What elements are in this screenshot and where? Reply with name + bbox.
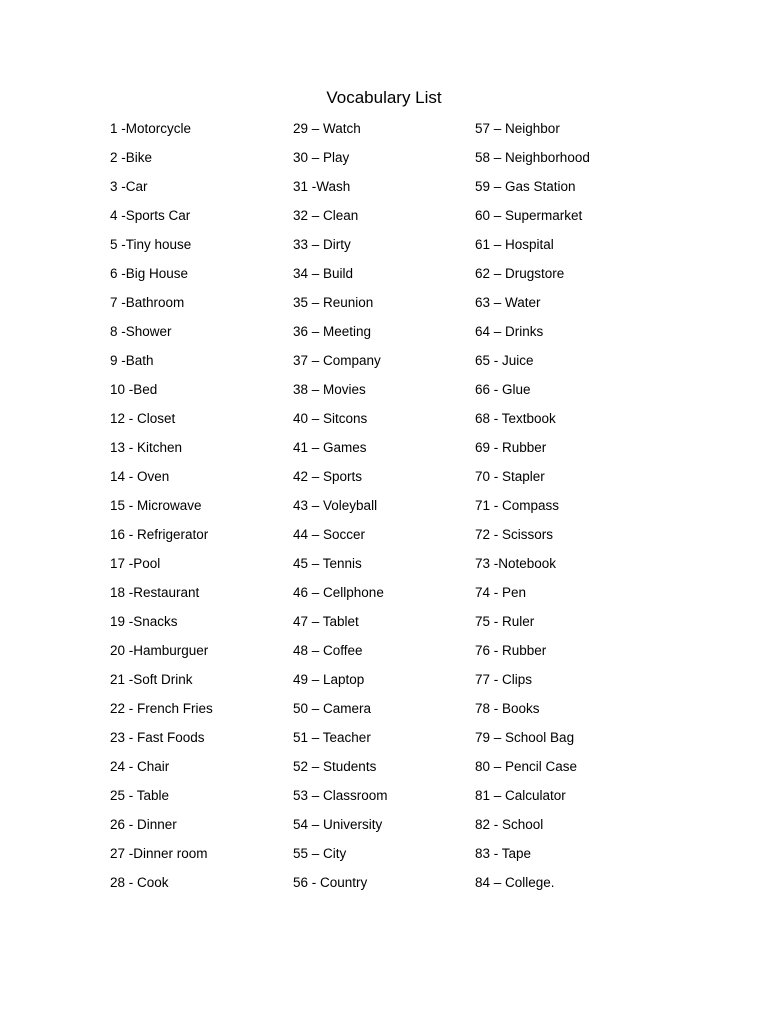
vocabulary-item: 45 – Tennis <box>293 556 362 571</box>
vocabulary-item: 57 – Neighbor <box>475 121 560 136</box>
vocabulary-item: 17 -Pool <box>110 556 161 571</box>
vocabulary-item: 20 -Hamburguer <box>110 643 209 658</box>
vocabulary-item: 44 – Soccer <box>293 527 366 542</box>
vocabulary-column-2 <box>293 118 388 901</box>
vocabulary-item: 74 - Pen <box>475 585 527 600</box>
vocabulary-item: 33 – Dirty <box>293 237 351 252</box>
page-title: Vocabulary List <box>326 88 442 107</box>
vocabulary-item: 83 - Tape <box>475 846 532 861</box>
vocabulary-item: 58 – Neighborhood <box>475 150 590 165</box>
vocabulary-item: 22 - French Fries <box>110 701 213 716</box>
vocabulary-item: 14 - Oven <box>110 469 170 484</box>
vocabulary-item: 35 – Reunion <box>293 295 374 310</box>
vocabulary-item: 61 – Hospital <box>475 237 554 252</box>
vocabulary-item: 78 - Books <box>475 701 540 716</box>
vocabulary-item: 70 - Stapler <box>475 469 545 484</box>
vocabulary-item: 51 – Teacher <box>293 730 371 745</box>
vocabulary-item: 54 – University <box>293 817 383 832</box>
vocabulary-item: 1 -Motorcycle <box>110 121 192 136</box>
vocabulary-item: 73 -Notebook <box>475 556 557 571</box>
vocabulary-item: 26 - Dinner <box>110 817 177 832</box>
vocabulary-item: 80 – Pencil Case <box>475 759 578 774</box>
vocabulary-item: 15 - Microwave <box>110 498 202 513</box>
vocabulary-column-3 <box>475 118 590 901</box>
vocabulary-item: 37 – Company <box>293 353 381 368</box>
vocabulary-item: 69 - Rubber <box>475 440 547 455</box>
vocabulary-item: 81 – Calculator <box>475 788 566 803</box>
vocabulary-item: 65 - Juice <box>475 353 534 368</box>
vocabulary-item: 30 – Play <box>293 150 350 165</box>
vocabulary-item: 34 – Build <box>293 266 354 281</box>
vocabulary-item: 79 – School Bag <box>475 730 575 745</box>
vocabulary-item: 53 – Classroom <box>293 788 388 803</box>
vocabulary-item: 6 -Big House <box>110 266 189 281</box>
vocabulary-item: 5 -Tiny house <box>110 237 192 252</box>
vocabulary-item: 49 – Laptop <box>293 672 365 687</box>
vocabulary-item: 77 - Clips <box>475 672 533 687</box>
vocabulary-item: 3 -Car <box>110 179 148 194</box>
vocabulary-item: 36 – Meeting <box>293 324 372 339</box>
vocabulary-item: 40 – Sitcons <box>293 411 368 426</box>
vocabulary-item: 82 - School <box>475 817 544 832</box>
vocabulary-item: 10 -Bed <box>110 382 158 397</box>
vocabulary-item: 21 -Soft Drink <box>110 672 193 687</box>
vocabulary-item: 38 – Movies <box>293 382 366 397</box>
vocabulary-item: 50 – Camera <box>293 701 372 716</box>
vocabulary-item: 62 – Drugstore <box>475 266 565 281</box>
vocabulary-item: 68 - Textbook <box>475 411 556 426</box>
vocabulary-item: 43 – Voleyball <box>293 498 378 513</box>
vocabulary-item: 84 – College. <box>475 875 555 890</box>
vocabulary-item: 31 -Wash <box>293 179 351 194</box>
vocabulary-item: 47 – Tablet <box>293 614 359 629</box>
vocabulary-item: 55 – City <box>293 846 347 861</box>
vocabulary-item: 48 – Coffee <box>293 643 363 658</box>
vocabulary-column-1 <box>110 118 213 901</box>
vocabulary-item: 56 - Country <box>293 875 368 890</box>
vocabulary-item: 9 -Bath <box>110 353 154 368</box>
vocabulary-item: 76 - Rubber <box>475 643 547 658</box>
vocabulary-item: 7 -Bathroom <box>110 295 185 310</box>
vocabulary-item: 8 -Shower <box>110 324 172 339</box>
vocabulary-item: 72 - Scissors <box>475 527 554 542</box>
vocabulary-item: 52 – Students <box>293 759 377 774</box>
vocabulary-item: 19 -Snacks <box>110 614 178 629</box>
vocabulary-item: 29 – Watch <box>293 121 361 136</box>
vocabulary-item: 42 – Sports <box>293 469 363 484</box>
vocabulary-item: 12 - Closet <box>110 411 176 426</box>
vocabulary-item: 2 -Bike <box>110 150 153 165</box>
vocabulary-item: 24 - Chair <box>110 759 170 774</box>
vocabulary-item: 16 - Refrigerator <box>110 527 209 542</box>
vocabulary-item: 13 - Kitchen <box>110 440 183 455</box>
vocabulary-item: 63 – Water <box>475 295 541 310</box>
vocabulary-item: 18 -Restaurant <box>110 585 200 600</box>
vocabulary-item: 59 – Gas Station <box>475 179 576 194</box>
vocabulary-item: 41 – Games <box>293 440 367 455</box>
vocabulary-item: 27 -Dinner room <box>110 846 208 861</box>
vocabulary-item: 25 - Table <box>110 788 170 803</box>
vocabulary-item: 66 - Glue <box>475 382 531 397</box>
vocabulary-item: 4 -Sports Car <box>110 208 191 223</box>
vocabulary-item: 64 – Drinks <box>475 324 544 339</box>
vocabulary-item: 60 – Supermarket <box>475 208 583 223</box>
vocabulary-item: 46 – Cellphone <box>293 585 384 600</box>
vocabulary-item: 28 - Cook <box>110 875 169 890</box>
vocabulary-item: 71 - Compass <box>475 498 560 513</box>
vocabulary-item: 32 – Clean <box>293 208 359 223</box>
vocabulary-item: 23 - Fast Foods <box>110 730 205 745</box>
vocabulary-item: 75 - Ruler <box>475 614 535 629</box>
